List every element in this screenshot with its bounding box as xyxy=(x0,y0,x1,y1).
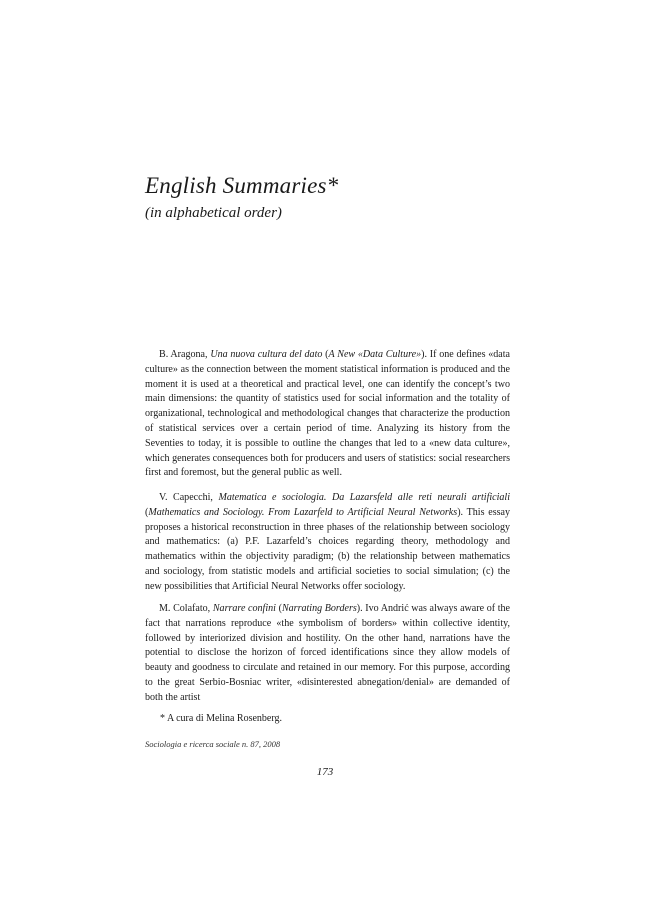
summary-title-english: Narrating Borders xyxy=(281,603,357,614)
summary-capecchi: V. Capecchi, Matematica e sociologia. Da Lazarsfeld alle reti neurali artificiali (Mathematics and Sociology. From Lazarfeld to Artificial Neural Networks). This essay proposes a historical reconstruction in three phases of the relationship between sociology and mathematics: (a) P.F. Lazarfeld’s choices regarding theory, methodology and mathematics within the objectivity paradigm; (b) the relationship between mathematics and sociology, from statistic models and artificial societies to social simulation; (c) the new possibilities that Artificial Neural Networks offer sociology. xyxy=(145,492,511,592)
summary-title-english: Mathematics and Sociology. From Lazarfeld to Artificial Neural Networks xyxy=(148,506,458,518)
journal-citation: Sociologia e ricerca sociale n. 87, 2008 xyxy=(145,739,281,749)
summary-title-italian: Una nuova cultura del dato xyxy=(210,349,323,360)
page-subtitle: (in alphabetical order) xyxy=(145,205,282,221)
summary-aragona: B. Aragona, Una nuova cultura del dato (A New «Data Culture»). If one defines «data culture» as the connection between the moment statistical information is produced and the moment it is used at a theoretical and practical level, one can identify the concept’s two main dimensions: the quantity of statistics used for social information and the totality of organizational, technological and methodological changes that characterize the production of statistical services over a certain period of time. Analyzing its history from the Seventies to today, it is possible to outline the changes that led to a «new data culture», which generates consequences both for producers and users of statistics: social researchers first and foremost, but the general public as well. xyxy=(145,349,511,479)
summary-text: ). This essay proposes a historical reconstruction in three phases of the relationship between sociology and mathematics: (a) P.F. Lazarfeld’s choices regarding theory, methodology and mathematics within the objectivity paradigm; (b) the relationship between mathematics and sociology, from statistic models and artificial societies to social simulation; (c) the new possibilities that Artificial Neural Networks offer sociology. xyxy=(145,506,510,592)
summary-text: ). If one defines «data culture» as the connection between the moment statistical information is produced and the moment it is used at a theoretical and practical level, one can identify the concept’s two main dimensions: the quantity of statistics used for social information and the totality of organizational, technological and methodological changes that characterize the production of statistical services over a certain period of time. Analyzing its history from the Seventies to today, it is possible to outline the changes that led to a «new data culture», which generates consequences both for producers and users of statistics: social researchers first and foremost, but the general public as well. xyxy=(145,349,511,479)
footnote: * A cura di Melina Rosenberg. xyxy=(160,713,283,724)
summary-author: V. Capecchi, xyxy=(159,492,213,503)
page-title: English Summaries* xyxy=(145,173,339,198)
summary-colafato: M. Colafato, Narrare confini (Narrating Borders). Ivo Andrić was always aware of the fact that narrations reproduce «the symbolism of borders» within collective identity, followed by interiorized division and hostility. On the other hand, narrations have the potential to disclose the horizon of forced identifications since they allow models of beauty and goodness to circulate and retained in our memory. For this purpose, according to the great Serbio-Bosniac writer, «disinterested abnegation/denial» are demanded of both the artist xyxy=(145,603,510,703)
page-number: 173 xyxy=(316,766,334,778)
summary-title-italian: Narrare confini xyxy=(212,603,276,614)
summary-text: ). Ivo Andrić was always aware of the fact that narrations reproduce «the symbolism of borders» within collective identity, followed by interiorized division and hostility. On the other hand, narrations have the potential to disclose the horizon of forced identifications since they allow models of beauty and goodness to circulate and retained in our memory. For this purpose, according to the great Serbio-Bosniac writer, «disinterested abnegation/denial» are demanded of both the artist xyxy=(145,603,510,703)
summary-author: B. Aragona, xyxy=(159,349,208,360)
summary-title-italian: Matematica e sociologia. Da Lazarsfeld alle reti neurali artificiali xyxy=(218,492,511,503)
summary-title-english: A New «Data Culture» xyxy=(328,349,422,360)
summary-author: M. Colafato, xyxy=(159,603,211,614)
